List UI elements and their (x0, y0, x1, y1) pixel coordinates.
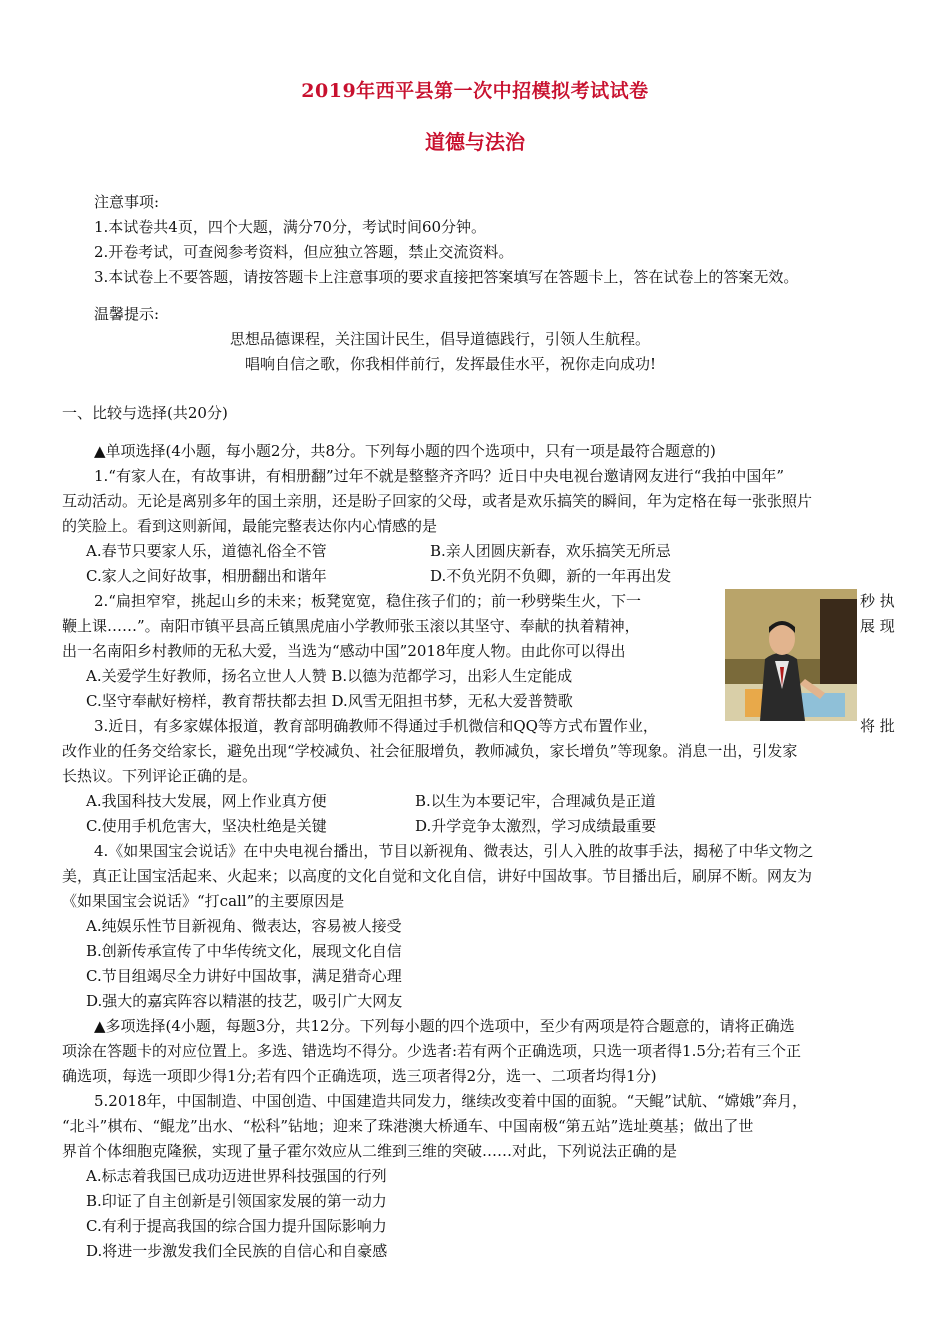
q1-stem: 1.“有家人在，有故事讲，有相册翻”过年不就是整整齐齐吗？近日中央电视台邀请网友进行“我拍中国年” (94, 467, 784, 485)
q2-stem-right: 秒 执 (860, 592, 895, 610)
q4-option-c: C.节目组竭尽全力讲好中国故事，满足猎奇心理 (86, 967, 402, 985)
q4-option-d: D.强大的嘉宾阵容以精湛的技艺，吸引广大网友 (86, 992, 403, 1010)
q1-option-b: B.亲人团圆庆新春，欢乐搞笑无所忌 (430, 542, 671, 560)
single-choice-intro: ▲单项选择(4小题，每小题2分，共8分。下列每小题的四个选项中，只有一项是最符合题意的) (94, 442, 716, 460)
multi-choice-intro: 确选项，每选一项即少得1分;若有四个正确选项，选三项者得2分，选一、二项者均得1分) (62, 1067, 657, 1085)
q5-stem: 界首个体细胞克隆猴，实现了量子霍尔效应从二维到三维的突破……对此，下列说法正确的是 (62, 1142, 678, 1160)
notice-item: 2.开卷考试，可查阅参考资料，但应独立答题，禁止交流资料。 (94, 243, 514, 261)
tips-line: 唱响自信之歌，你我相伴前行，发挥最佳水平，祝你走向成功! (245, 355, 657, 373)
q1-option-c: C.家人之间好故事，相册翻出和谐年 (86, 567, 327, 585)
q3-stem: 3.近日，有多家媒体报道，教育部明确教师不得通过手机微信和QQ等方式布置作业， (94, 717, 658, 735)
q4-option-b: B.创新传承宣传了中华传统文化，展现文化自信 (86, 942, 402, 960)
q5-stem: 5.2018年，中国制造、中国创造、中国建造共同发力，继续改变着中国的面貌。“天鲲”试航、“嫦娥”奔月， (94, 1092, 808, 1110)
q3-stem: 长热议。下列评论正确的是。 (62, 767, 258, 785)
q1-stem: 的笑脸上。看到这则新闻，最能完整表达你内心情感的是 (62, 517, 438, 535)
multi-choice-intro: 项涂在答题卡的对应位置上。多选、错选均不得分。少选者:若有两个正确选项，只选一项者得1.5分;若有三个正 (62, 1042, 801, 1060)
q2-options-ab: A.关爱学生好教师，扬名立世人人赞 B.以德为范都学习，出彩人生定能成 (86, 667, 573, 685)
section-heading: 一、比较与选择(共20分) (62, 404, 228, 422)
multi-choice-intro: ▲多项选择(4小题，每题3分，共12分。下列每小题的四个选项中，至少有两项是符合题意的，请将正确选 (94, 1017, 795, 1035)
q5-option-c: C.有利于提高我国的综合国力提升国际影响力 (86, 1217, 387, 1235)
q4-option-a: A.纯娱乐性节目新视角、微表达，容易被人接受 (86, 917, 402, 935)
q1-option-a: A.春节只要家人乐，道德礼俗全不管 (86, 542, 327, 560)
q2-options-cd: C.坚守奉献好榜样，教育帮扶都去担 D.风雪无阻担书梦，无私大爱普赞歌 (86, 692, 573, 710)
subject-title: 道德与法治 (425, 130, 525, 154)
q2-stem: 出一名南阳乡村教师的无私大爱，当选为“感动中国”2018年度人物。由此你可以得出 (62, 642, 626, 660)
notice-item: 1.本试卷共4页，四个大题，满分70分，考试时间60分钟。 (94, 218, 487, 236)
tips-line: 思想品德课程，关注国计民生，倡导道德践行，引领人生航程。 (230, 330, 651, 348)
q3-option-b: B.以生为本要记牢，合理减负是正道 (415, 792, 656, 810)
q5-option-a: A.标志着我国已成功迈进世界科技强国的行列 (86, 1167, 387, 1185)
q3-stem: 改作业的任务交给家长，避免出现“学校减负、社会征服增负，教师减负，家长增负”等现象。消息一出，引发家 (62, 742, 798, 760)
q1-option-d: D.不负光阴不负卿，新的一年再出发 (430, 567, 672, 585)
q5-option-b: B.印证了自主创新是引领国家发展的第一动力 (86, 1192, 387, 1210)
q2-stem: 2.“扁担窄窄，挑起山乡的未来；板凳宽宽，稳住孩子们的；前一秒劈柴生火，下一 (94, 592, 641, 610)
q5-stem: “北斗”棋布、“鲲龙”出水、“松科”钻地；迎来了珠港澳大桥通车、中国南极“第五站”选址奠基；做出了世 (62, 1117, 754, 1135)
q3-option-c: C.使用手机危害大，坚决杜绝是关键 (86, 817, 327, 835)
exam-title: 2019年西平县第一次中招模拟考试试卷 (301, 80, 649, 102)
q5-option-d: D.将进一步激发我们全民族的自信心和自豪感 (86, 1242, 388, 1260)
q3-option-a: A.我国科技大发展，网上作业真方便 (86, 792, 327, 810)
q3-stem-right: 将 批 (860, 717, 895, 735)
teacher-photo (725, 589, 857, 721)
q1-stem: 互动活动。无论是离别多年的国土亲朋，还是盼子回家的父母，或者是欢乐搞笑的瞬间，年为定格在每一张张照片 (62, 492, 813, 510)
tips-heading: 温馨提示: (94, 305, 160, 323)
q4-stem: 4.《如果国宝会说话》在中央电视台播出，节目以新视角、微表达，引人入胜的故事手法，揭秘了中华文物之 (94, 842, 814, 860)
notice-item: 3.本试卷上不要答题，请按答题卡上注意事项的要求直接把答案填写在答题卡上，答在试卷上的答案无效。 (94, 268, 799, 286)
notice-heading: 注意事项: (94, 193, 160, 211)
q2-stem: 鞭上课……”。南阳市镇平县高丘镇黑虎庙小学教师张玉滚以其坚守、奉献的执着精神， (62, 617, 640, 635)
q4-stem: 《如果国宝会说话》“打call”的主要原因是 (62, 892, 345, 910)
q2-stem-right: 展 现 (860, 617, 895, 635)
q3-option-d: D.升学竞争太激烈，学习成绩最重要 (415, 817, 657, 835)
q4-stem: 美，真正让国宝活起来、火起来；以高度的文化自觉和文化自信，讲好中国故事。节目播出后，刷屏不断。网友为 (62, 867, 813, 885)
